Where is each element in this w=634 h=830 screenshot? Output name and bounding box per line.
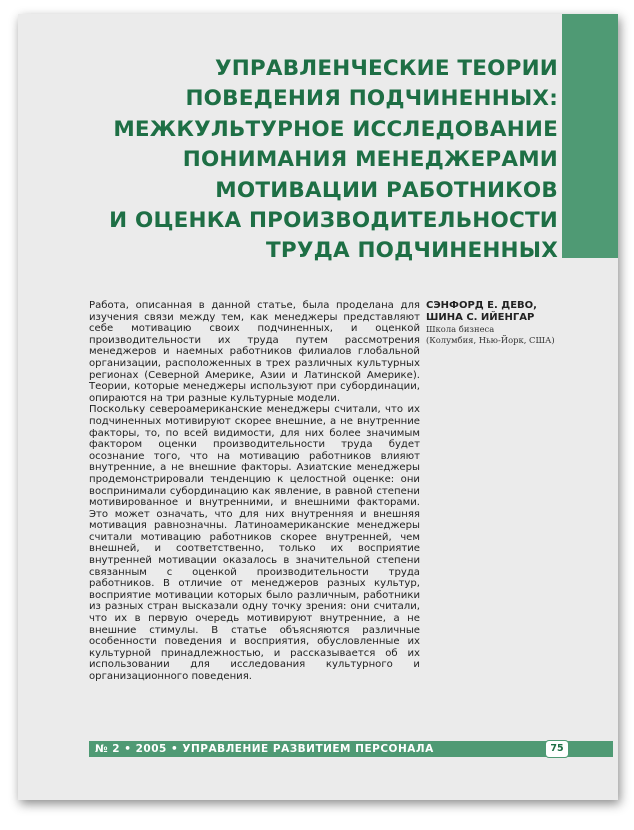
author-names (426, 300, 566, 323)
title-line: УПРАВЛЕНЧЕСКИЕ ТЕОРИИ (214, 56, 558, 81)
journal-issue-label: № 2 • 2005 • УПРАВЛЕНИЕ РАЗВИТИЕМ ПЕРСОНАЛА (95, 743, 434, 755)
article-title (48, 54, 558, 267)
footer-bar (89, 741, 613, 757)
title-line: ПОВЕДЕНИЯ ПОДЧИНЕННЫХ: (185, 86, 558, 112)
abstract (89, 300, 420, 683)
title-line: МЕЖКУЛЬТУРНОЕ ИССЛЕДОВАНИЕ (113, 116, 558, 142)
author-name: ШИНА С. ИЙЕНГАР (426, 311, 535, 323)
abstract-paragraph: Поскольку североамериканские менеджеры считали, что их подчиненных мотивируют скорее внешние, а не внутренние факторы, то, по всей видимости, для них более значимым фактором оценки производительности труда будет осознание того, что на мотивацию работников влияют внутренние, а не внешние факторы. Азиатские менеджеры продемонстрировали тенденцию к целостной оценке: они воспринимали субординацию как явление, в равной степени мотивированное и внутренними, и внешними факторами. Это может означать, что для них внутренняя и внешняя мотивация равнозначны. Латиноамериканские менеджеры считали мотивацию работников скорее внутренней, чем внешней, и соответственно, только их восприятие внутренней мотивации оказалось в значительной степени связанным с оценкой производительности труда работников. В отличие от менеджеров разных культур, восприятие мотивации которых было различным, работники из разных стран высказали одну точку зрения: они считали, что их в первую очередь мотивируют внутренние, а не внешние стимулы. В статье объясняются различные особенности поведения и восприятия, обусловленные их культурной принадлежностью, и рассказывается об их использовании для исследования культурного и организационного поведения. (89, 404, 420, 682)
abstract-paragraph: Работа, описанная в данной статье, была проделана для изучения связи между тем, как менеджеры представляют себе мотивацию своих подчиненных, и оценкой производительности их труда путем рассмотрения менеджеров и наемных работников филиалов глобальной организации, расположенных в трех различных культурных регионах (Северной Америке, Азии и Латинской Америке). Теории, которые менеджеры используют при субординации, опираются на три разные культурные модели. (89, 300, 420, 404)
green-corner-tab (562, 14, 618, 258)
title-line: ПОНИМАНИЯ МЕНЕДЖЕРАМИ (182, 147, 558, 173)
author-affiliation (426, 324, 566, 346)
journal-page (18, 14, 618, 800)
author-name: СЭНФОРД Е. ДЕВО, (426, 300, 537, 311)
author-block (426, 300, 566, 346)
title-line: МОТИВАЦИИ РАБОТНИКОВ (215, 177, 558, 203)
title-line: ТРУДА ПОДЧИНЕННЫХ (266, 238, 558, 264)
title-line: И ОЦЕНКА ПРОИЗВОДИТЕЛЬНОСТИ (109, 208, 558, 234)
affiliation-line: Школа бизнеса (426, 324, 495, 335)
page-number: 75 (545, 740, 569, 758)
affiliation-line: (Колумбия, Нью-Йорк, США) (426, 335, 555, 346)
